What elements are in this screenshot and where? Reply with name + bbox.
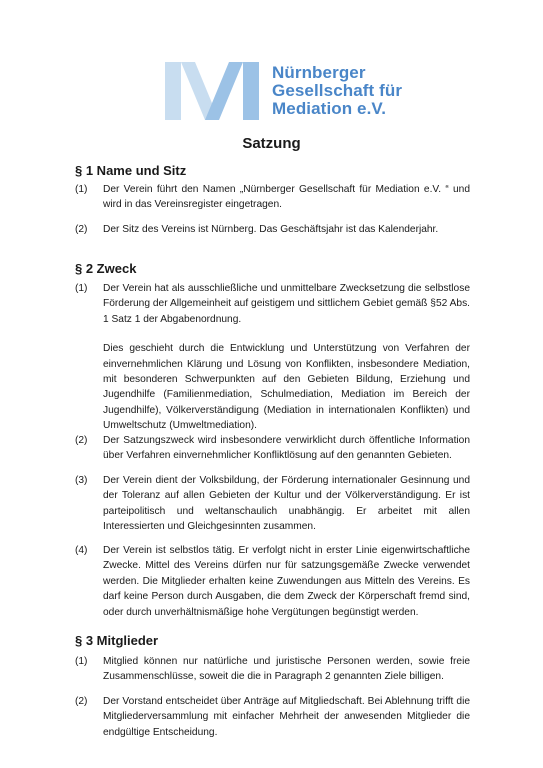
section-3-paragraph-2 [75,694,470,740]
paragraph-number: (1) [75,656,88,667]
section-3-paragraph-1 [75,654,470,685]
paragraph-text: Der Satzungszweck wird insbesondere verwirklicht durch öffentliche Information über Verfahren einvernehmlicher Konfliktlösung auf den genannten Gebieten. [103,435,470,462]
section-2-heading: § 2 Zweck [75,261,137,276]
paragraph-number: (1) [75,184,88,195]
paragraph-text: Der Verein hat als ausschließliche und unmittelbare Zwecksetzung die selbstlose Förderung der Allgemeinheit auf geistigem und sittlichem Gebiet gemäß §52 Abs. 1 Satz 1 der Abgabenordnung. [103,283,470,325]
section-3-heading: § 3 Mitglieder [75,633,159,648]
paragraph-text: Der Verein ist selbstlos tätig. Er verfolgt nicht in erster Linie eigenwirtschaftliche Zwecke. Mittel des Vereins dürfen nur für satzungsgemäße Zwecke verwendet werden. Die Mitglieder erhalten keine Zuwendungen aus Mitteln des Vereins. Es darf keine Person durch Ausgaben, die dem Zweck der Körperschaft fremd sind, oder durch unverhältnismäßige hohe Vergütungen begünstigt werden. [103,545,470,618]
paragraph-number: (4) [75,545,88,556]
paragraph-text: Der Vorstand entscheidet über Anträge auf Mitgliedschaft. Bei Ablehnung trifft die Mitgliederversammlung mit einfacher Mehrheit der anwesenden Mitglieder die endgültige Entscheidung. [103,696,470,738]
paragraph-number: (2) [75,696,88,707]
section-2-paragraph-1 [75,281,470,434]
section-2-paragraph-4 [75,543,470,620]
logo-line-3: Mediation e.V. [272,99,387,118]
section-2-paragraph-3 [75,473,470,535]
logo-line-2: Gesellschaft für [272,81,403,100]
document-title: Satzung [242,135,301,152]
section-1-paragraph-1 [75,182,470,213]
section-2-paragraph-2 [75,433,470,464]
section-1-heading: § 1 Name und Sitz [75,163,187,178]
paragraph-number: (1) [75,283,88,294]
paragraph-number: (2) [75,224,88,235]
paragraph-number: (3) [75,475,88,486]
paragraph-number: (2) [75,435,88,446]
paragraph-text: Der Verein dient der Volksbildung, der Förderung internationaler Gesinnung und der Toleranz auf allen Gebieten der Kultur und der Völkerverständigung. Er ist parteipolitisch und weltanschaulich unabhängig. Er arbeitet mit allen Interessierten und Gleichgesinnten zusammen. [103,475,470,533]
logo-wordmark [272,64,402,118]
section-1-paragraph-2 [75,222,470,237]
logo-mark-icon [165,62,269,120]
paragraph-text: Der Sitz des Vereins ist Nürnberg. Das Geschäftsjahr ist das Kalenderjahr. [103,224,439,235]
logo-line-1: Nürnberger [272,63,366,82]
paragraph-text-continued: Dies geschieht durch die Entwicklung und Unterstützung von Verfahren der einvernehmlichen Klärung und Lösung von Konflikten, insbesondere Mediation, mit besonderen Schwerpunkten auf den Gebieten Bildung, Erziehung und Jugendhilfe (Familienmediation, Schulmediation, Mediation im Bereich der Jugendhilfe), Völkerverständigung (Mediation in internationalen Konflikten) und Umweltschutz (Umweltmediation). [103,343,470,432]
organization-logo [165,62,405,122]
paragraph-text: Mitglied können nur natürliche und juristische Personen werden, sowie freie Zusammenschlüsse, soweit die die in Paragraph 2 genannten Ziele billigen. [103,656,470,683]
paragraph-text: Der Verein führt den Namen „Nürnberger Gesellschaft für Mediation e.V. “ und wird in das Vereinsregister eingetragen. [103,184,470,211]
